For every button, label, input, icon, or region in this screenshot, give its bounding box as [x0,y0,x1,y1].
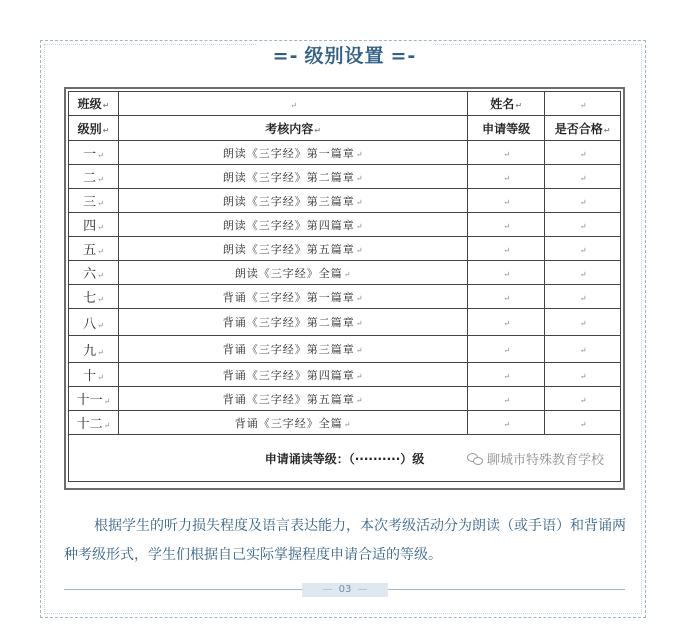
para-mark: ↵ [355,245,364,255]
level-cell [69,141,119,165]
para-mark: ↵ [503,346,511,355]
apply-label-cell [468,116,545,141]
content-cell [118,387,467,411]
para-mark: ↵ [579,419,587,429]
para-mark: ↵ [97,320,104,330]
content-value: 背诵《三字经》第五篇章 [222,392,355,406]
para-mark: ↵ [579,319,587,328]
para-mark: ↵ [503,173,511,183]
table-row [69,411,621,435]
para-mark: ↵ [503,395,511,405]
table-row [69,309,621,336]
level-cell [69,387,119,411]
content-cell [118,309,467,336]
para-mark: ↵ [503,245,511,255]
para-mark: ↵ [314,125,321,135]
table-row [69,189,621,213]
apply-level-line: 申请诵读等级：（··········）级 [264,451,425,466]
content-value: 朗读《三字经》第三篇章 [222,194,355,208]
pass-cell[interactable] [545,336,621,363]
para-mark: ↵ [97,271,104,280]
level-value: 四 [83,219,97,234]
para-mark: ↵ [97,199,104,208]
apply-cell[interactable] [468,213,545,237]
name-label: 姓名 [490,97,515,111]
level-value: 三 [83,195,97,210]
level-cell [69,285,119,309]
para-mark: ↵ [97,175,104,184]
footer-line-right [388,589,625,590]
para-mark: ↵ [97,295,104,304]
wechat-icon [467,453,483,465]
content-cell [118,165,467,189]
table-row [69,261,621,285]
level-cell [69,336,119,363]
content-value: 背诵《三字经》第一篇章 [222,290,355,304]
class-label-cell [69,92,119,116]
pass-label-cell [545,116,621,141]
footer-cell [69,435,621,482]
para-mark: ↵ [503,319,511,328]
content-cell [118,336,467,363]
apply-cell[interactable] [468,237,545,261]
para-mark: ↵ [355,197,364,207]
table-row [69,336,621,363]
para-mark: ↵ [355,221,364,231]
title-block [0,41,689,68]
level-value: 六 [83,267,97,282]
pass-cell[interactable] [545,261,621,285]
level-cell [69,213,119,237]
table-row [69,387,621,411]
apply-cell[interactable] [468,285,545,309]
apply-cell[interactable] [468,165,545,189]
para-mark: ↵ [579,149,587,159]
para-mark: ↵ [97,373,104,382]
table-row [69,165,621,189]
para-mark: ↵ [355,173,364,183]
level-label: 级别 [77,121,102,136]
para-mark: ↵ [355,371,364,381]
para-mark: ↵ [102,125,110,135]
header-row-2 [69,116,621,141]
para-mark: ↵ [503,419,511,429]
title-deco-right: =- [390,45,417,67]
grade-table-box [64,87,625,490]
para-mark: ↵ [355,149,364,159]
apply-label: 申请等级 [482,121,531,136]
level-cell [69,411,119,435]
content-value: 朗读《三字经》第二篇章 [222,170,355,184]
pass-cell[interactable] [545,363,621,387]
apply-cell[interactable] [468,261,545,285]
level-cell [69,165,119,189]
apply-cell[interactable] [468,141,545,165]
name-input-cell[interactable] [545,92,621,116]
para-mark: ↵ [97,347,104,357]
apply-cell[interactable] [468,387,545,411]
content-cell [118,213,467,237]
apply-cell[interactable] [468,189,545,213]
content-value: 朗读《三字经》全篇 [234,266,343,280]
pass-cell[interactable] [545,285,621,309]
content-value: 朗读《三字经》第四篇章 [222,218,355,232]
content-cell [118,261,467,285]
content-cell [118,189,467,213]
para-mark: ↵ [579,197,587,207]
content-label: 考核内容 [265,121,314,136]
level-cell [69,237,119,261]
level-value: 七 [83,291,97,306]
content-cell [118,237,467,261]
table-row [69,213,621,237]
content-value: 背诵《三字经》全篇 [234,416,343,430]
class-label: 班级 [77,97,102,111]
para-mark: ↵ [97,247,104,256]
para-mark: ↵ [290,100,297,110]
para-mark: ↵ [579,346,587,355]
level-value: 九 [83,343,97,359]
footer-row [69,435,621,482]
para-mark: ↵ [579,269,587,279]
para-mark: ↵ [103,397,111,406]
para-mark: ↵ [97,223,104,232]
table-row [69,141,621,165]
para-mark: ↵ [503,221,511,231]
pass-cell[interactable] [545,237,621,261]
content-cell [118,363,467,387]
para-mark: ↵ [343,269,352,279]
page-title [257,41,433,68]
para-mark: ↵ [503,197,511,207]
pass-cell[interactable] [545,213,621,237]
para-mark: ↵ [503,269,511,279]
level-cell [69,261,119,285]
pass-cell[interactable] [545,189,621,213]
pass-cell[interactable] [545,165,621,189]
page-number-badge: — 03 — [302,583,388,597]
table-row [69,363,621,387]
para-mark: ↵ [579,245,587,255]
page-footer [64,585,625,595]
content-value: 背诵《三字经》第二篇章 [222,316,355,329]
para-mark: ↵ [355,395,364,405]
pass-cell[interactable] [545,411,621,435]
content-value: 朗读《三字经》第一篇章 [222,146,355,160]
para-mark: ↵ [355,293,364,303]
level-value: 一 [83,147,97,162]
para-mark: ↵ [515,101,523,110]
pass-cell[interactable] [545,309,621,336]
table-row [69,237,621,261]
title-deco-left: =- [272,45,299,67]
title-text: 级别设置 [304,45,385,67]
name-label-cell [468,92,545,116]
content-label-cell [118,116,467,141]
watermark-text: 聊城市特殊教育学校 [486,453,604,468]
content-cell [118,411,467,435]
level-value: 十二 [76,417,103,432]
apply-cell[interactable] [468,309,545,336]
footer-line-left [64,589,302,590]
content-value: 背诵《三字经》第四篇章 [222,368,355,382]
para-mark: ↵ [355,319,364,328]
level-value: 八 [83,316,97,332]
para-mark: ↵ [103,421,111,430]
para-mark: ↵ [579,293,587,303]
para-mark: ↵ [579,371,587,381]
para-mark: ↵ [579,100,587,110]
content-cell [118,285,467,309]
para-mark: ↵ [355,346,364,355]
apply-cell[interactable] [468,411,545,435]
content-cell [118,141,467,165]
para-mark: ↵ [503,149,511,159]
para-mark: ↵ [579,221,587,231]
para-mark: ↵ [503,371,511,381]
paragraph-text: 根据学生的听力损失程度及语言表达能力，本次考级活动分为朗读（或手语）和背诵两种考级形式，学生们根据自己实际掌握程度申请合适的等级。 [64,518,626,563]
level-cell [69,189,119,213]
para-mark: ↵ [579,173,587,183]
header-row-1 [69,92,621,116]
class-input-cell[interactable] [118,92,467,116]
para-mark: ↵ [97,151,104,160]
level-cell [69,309,119,336]
pass-cell[interactable] [545,387,621,411]
watermark [467,449,604,468]
para-mark: ↵ [343,419,352,429]
para-mark: ↵ [603,125,611,135]
level-value: 十一 [76,393,103,408]
para-mark: ↵ [102,101,110,110]
level-value: 五 [83,243,97,258]
level-value: 二 [83,171,97,186]
apply-cell[interactable] [468,336,545,363]
grade-table [68,91,621,482]
content-value: 背诵《三字经》第三篇章 [222,343,355,356]
level-label-cell [69,116,119,141]
pass-label: 是否合格 [554,121,603,136]
content-value: 朗读《三字经》第五篇章 [222,242,355,256]
para-mark: ↵ [503,293,511,303]
level-cell [69,363,119,387]
para-mark: ↵ [579,395,587,405]
description-paragraph [64,512,630,570]
table-row [69,285,621,309]
page-number: 03 [338,584,352,595]
pass-cell[interactable] [545,141,621,165]
apply-cell[interactable] [468,363,545,387]
level-value: 十 [83,369,97,384]
